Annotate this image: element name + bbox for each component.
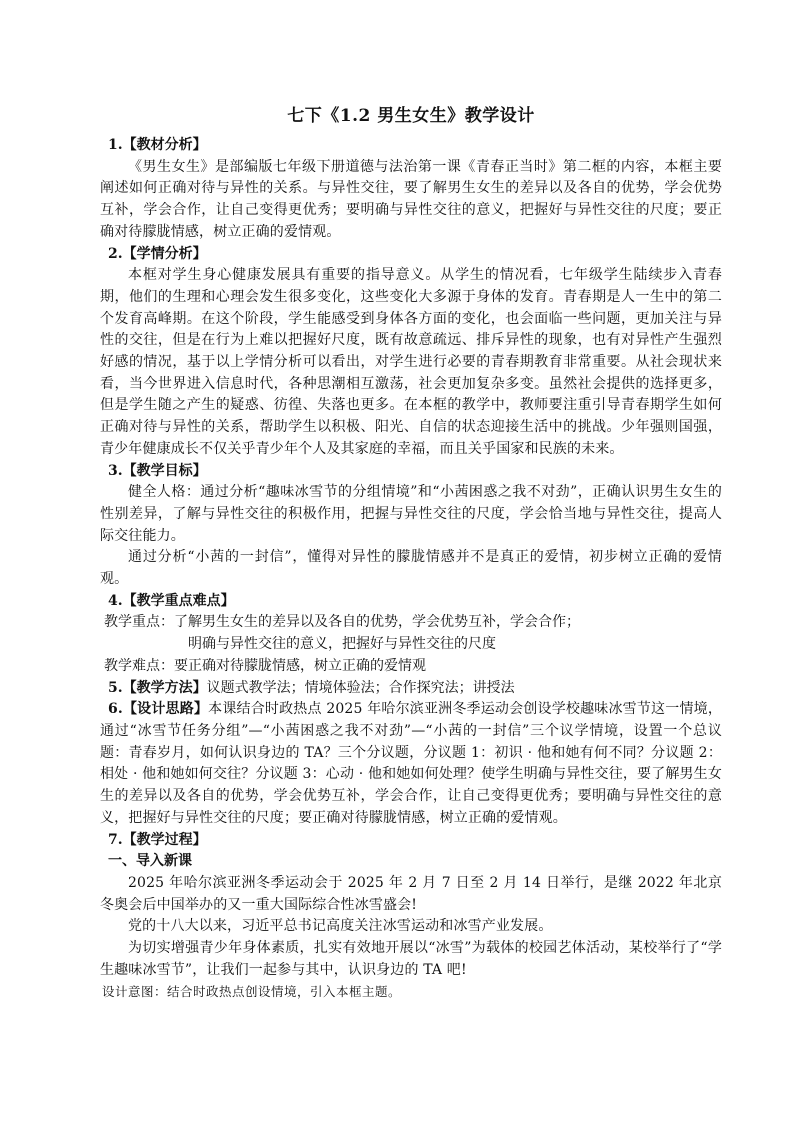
section-heading-textbook-analysis: 1.【教材分析】	[108, 137, 207, 153]
student-analysis-paragraph: 本框对学生身心健康发展具有重要的指导意义。从学生的情况看，七年级学生陆续步入青春期，他们的生理和心理会发生很多变化，这些变化大多源于身体的发育。青春期是人一生中的第二个发育高峰期。在这个阶段，学生能感受到身体各方面的变化，也会面临一些问题，更加关注与异性的交往，但是在行为上难以把握好尺度，既有故意疏远、排斥异性的现象，也有对异性产生强烈好感的情况，基于以上学情分析可以看出，对学生进行必要的青春期教育非常重要。从社会现状来看，当今世界进入信息时代，各种思潮相互激荡，社会更加复杂多变。虽然社会提供的选择更多，但是学生随之产生的疑惑、彷徨、失落也更多。在本框的教学中，教师要注重引导青春期学生如何正确对待与异性的关系，帮助学生以积极、阳光、自信的状态迎接生活中的挑战。少年强则国强，青少年健康成长不仅关乎青少年个人及其家庭的幸福，而且关乎国家和民族的未来。	[100, 267, 722, 457]
teaching-goals-paragraph-2: 通过分析“小茜的一封信”，懂得对异性的朦胧情感并不是真正的爱情，初步树立正确的爱情观。	[100, 549, 722, 588]
section-heading-teaching-process: 7.【教学过程】	[108, 831, 207, 848]
document-page	[100, 104, 722, 1003]
teaching-methods-text: 议题式教学法；情境体验法；合作探究法；讲授法	[206, 679, 515, 696]
design-ideas-text: 本课结合时政热点 2025 年哈尔滨亚洲冬季运动会创设学校趣味冰雪节这一情境，通过“冰雪节任务分组”—“小茜困惑之我不对劲”—“小茜的一封信”三个议学情境，设置一个总议题：青春岁月，如何认识身边的 TA？三个分议题，分议题 1：初识 · 他和她有何不同？分议题 2：相处 · 他和她如何交往？分议题 3：心动 · 他和她如何处理？使学生明确与异性交往，要了解男生女生的差异以及各自的优势，学会优势互补，学会合作，让自己变得更优秀；要明确与异性交往的意义，把握好与异性交往的尺度；要正确对待朦胧情感，树立正确的爱情观。	[100, 701, 722, 826]
key-points-label: 教学重点：	[104, 614, 174, 631]
introduction-paragraph-1: 2025 年哈尔滨亚洲冬季运动会于 2025 年 2 月 7 日至 2 月 14 日举行，是继 2022 年北京冬奥会后中国举办的又一重大国际综合性冰雪盛会!	[100, 874, 722, 913]
section-heading-key-points: 4.【教学重点难点】	[108, 592, 235, 609]
key-points-line-2: 明确与异性交往的意义，把握好与异性交往的尺度	[188, 636, 496, 653]
difficulty-label: 教学难点：	[104, 657, 174, 674]
teaching-goals-paragraph-1: 健全人格：通过分析“趣味冰雪节的分组情境”和“小茜困惑之我不对劲”，正确认识男生女生的性别差异，了解与异性交往的积极作用，把握与异性交往的尺度，学会恰当地与异性交往，提高人际交往能力。	[100, 484, 722, 544]
difficulty-text: 要正确对待朦胧情感，树立正确的爱情观	[174, 657, 426, 674]
key-points-line-1	[100, 612, 722, 634]
design-intent-note: 设计意图：结合时政热点创设情境，引入本框主题。	[102, 984, 402, 1000]
difficulty-line	[100, 656, 722, 678]
introduction-paragraph-2: 党的十八大以来，习近平总书记高度关注冰雪运动和冰雪产业发展。	[128, 918, 553, 935]
textbook-analysis-paragraph: 《男生女生》是部编版七年级下册道德与法治第一课《青春正当时》第二框的内容，本框主要阐述如何正确对待与异性的关系。与异性交往，要了解男生女生的差异以及各自的优势，学会优势互补，学会合作，让自己变得更优秀；要明确与异性交往的意义，把握好与异性交往的尺度；要正确对待朦胧情感，树立正确的爱情观。	[100, 158, 722, 240]
section-heading-teaching-goals: 3.【教学目标】	[108, 462, 207, 479]
subheading-introduction: 一、导入新课	[108, 853, 192, 870]
teaching-methods-line	[100, 678, 722, 700]
section-heading-student-analysis: 2.【学情分析】	[108, 245, 207, 262]
design-ideas-paragraph	[100, 699, 722, 829]
introduction-paragraph-3: 为切实增强青少年身体素质，扎实有效地开展以“冰雪”为载体的校园艺体活动，某校举行了“学生趣味冰雪节”，让我们一起参与其中，认识身边的 TA 吧!	[100, 940, 722, 978]
section-heading-teaching-methods: 5.【教学方法】	[108, 679, 207, 696]
key-points-text-1: 了解男生女生的差异以及各自的优势，学会优势互补，学会合作；	[174, 614, 580, 631]
document-title: 七下《1.2 男生女生》教学设计	[287, 106, 535, 126]
section-heading-design-ideas: 6.【设计思路】	[108, 701, 209, 718]
